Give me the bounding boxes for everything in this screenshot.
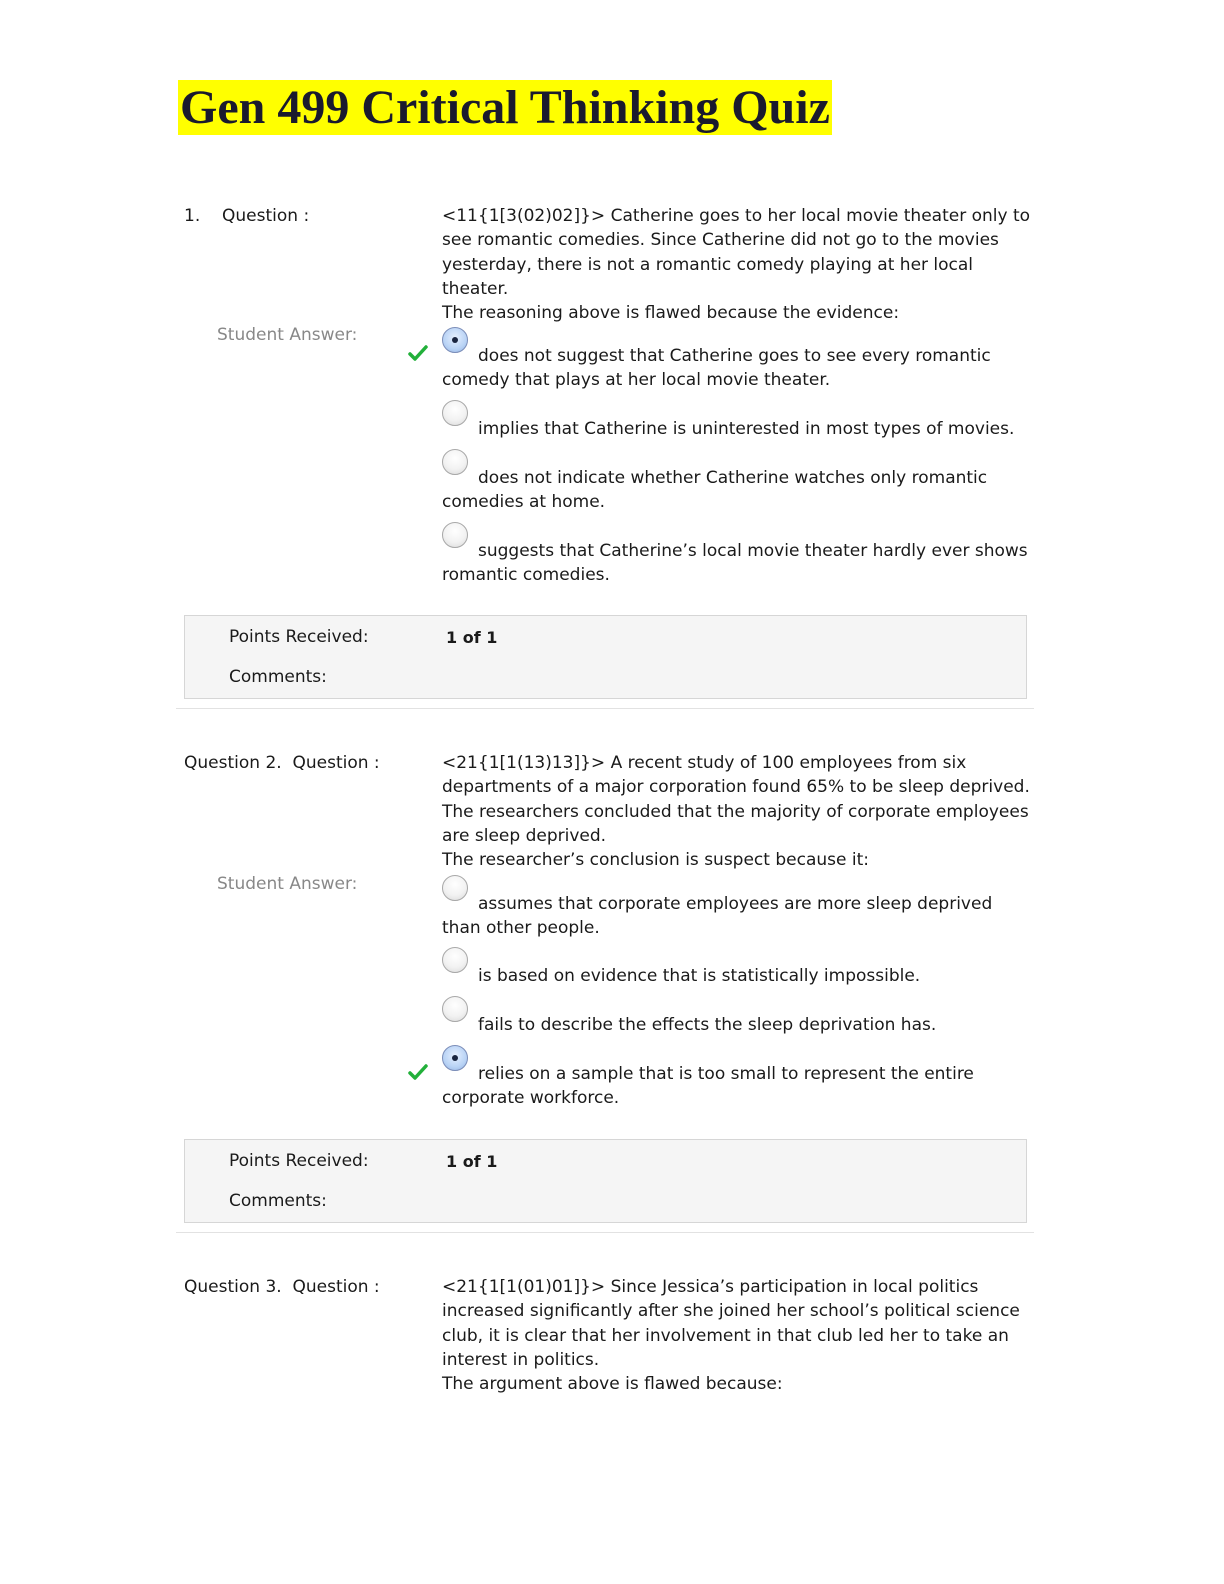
answer-option[interactable] <box>442 1006 1032 1037</box>
answer-option[interactable] <box>442 957 1032 988</box>
correct-check-icon <box>407 1061 429 1083</box>
option-text: implies that Catherine is uninterested in most types of movies. <box>478 419 1015 439</box>
radio-selected-icon[interactable] <box>442 1045 468 1071</box>
title-highlight <box>178 80 832 135</box>
question-followup: The researcher’s conclusion is suspect because it: <box>442 850 869 871</box>
points-value: 1 of 1 <box>446 628 498 647</box>
question-text <box>442 751 1032 872</box>
radio-empty-icon[interactable] <box>442 875 468 901</box>
points-value: 1 of 1 <box>446 1152 498 1171</box>
question-caption: Question : <box>292 753 380 773</box>
question-label <box>184 1275 380 1299</box>
question-label <box>184 751 380 775</box>
question-prompt: <21{1[1(01)01]}> Since Jessica’s participation in local politics increased significantly after she joined her school’s political science club, it is clear that her involvement in that club led her to take an interest in politics. <box>442 1277 1020 1370</box>
points-box <box>184 1139 1027 1223</box>
radio-empty-icon[interactable] <box>442 449 468 475</box>
question-followup: The reasoning above is flawed because the evidence: <box>442 303 900 324</box>
question-text <box>442 1275 1032 1396</box>
option-text: is based on evidence that is statistically impossible. <box>478 966 921 986</box>
points-label: Points Received: <box>229 1151 369 1171</box>
points-box <box>184 615 1027 699</box>
radio-empty-icon[interactable] <box>442 996 468 1022</box>
student-answer-label: Student Answer: <box>217 325 358 345</box>
question-number: 1. <box>184 206 201 226</box>
option-text: does not indicate whether Catherine watches only romantic comedies at home. <box>442 468 988 513</box>
comments-label: Comments: <box>229 667 327 687</box>
radio-empty-icon[interactable] <box>442 947 468 973</box>
comments-label: Comments: <box>229 1191 327 1211</box>
question-followup: The argument above is flawed because: <box>442 1374 783 1395</box>
option-text: does not suggest that Catherine goes to see every romantic comedy that plays at her local movie theater. <box>442 346 991 391</box>
radio-selected-icon[interactable] <box>442 327 468 353</box>
divider <box>176 1232 1034 1233</box>
answer-option[interactable] <box>442 459 1032 515</box>
radio-empty-icon[interactable] <box>442 400 468 426</box>
question-label <box>184 204 309 228</box>
student-answer-label: Student Answer: <box>217 874 358 894</box>
question-number: Question 2. <box>184 753 282 773</box>
radio-empty-icon[interactable] <box>442 522 468 548</box>
answer-option[interactable] <box>442 885 1032 941</box>
option-text: relies on a sample that is too small to represent the entire corporate workforce. <box>442 1064 974 1109</box>
points-label: Points Received: <box>229 627 369 647</box>
answer-option[interactable] <box>442 532 1032 588</box>
question-caption: Question : <box>292 1277 380 1297</box>
question-number: Question 3. <box>184 1277 282 1297</box>
question-prompt: <11{1[3(02)02]}> Catherine goes to her local movie theater only to see romantic comedies. Since Catherine did not go to the movies yesterday, there is not a romantic comedy playing at her local theater. <box>442 206 1031 299</box>
option-text: fails to describe the effects the sleep deprivation has. <box>478 1015 937 1035</box>
divider <box>176 708 1034 709</box>
question-text <box>442 204 1032 325</box>
correct-check-icon <box>407 342 429 364</box>
question-prompt: <21{1[1(13)13]}> A recent study of 100 employees from six departments of a major corporation found 65% to be sleep deprived. The researchers concluded that the majority of corporate employees are sleep deprived. <box>442 753 1030 846</box>
option-text: suggests that Catherine’s local movie theater hardly ever shows romantic comedies. <box>442 541 1028 586</box>
question-caption: Question : <box>222 206 310 226</box>
answer-option[interactable] <box>442 337 1032 393</box>
option-text: assumes that corporate employees are more sleep deprived than other people. <box>442 894 993 939</box>
answer-option[interactable] <box>442 410 1032 441</box>
answer-option[interactable] <box>442 1055 1032 1111</box>
page-title: Gen 499 Critical Thinking Quiz <box>180 81 830 134</box>
